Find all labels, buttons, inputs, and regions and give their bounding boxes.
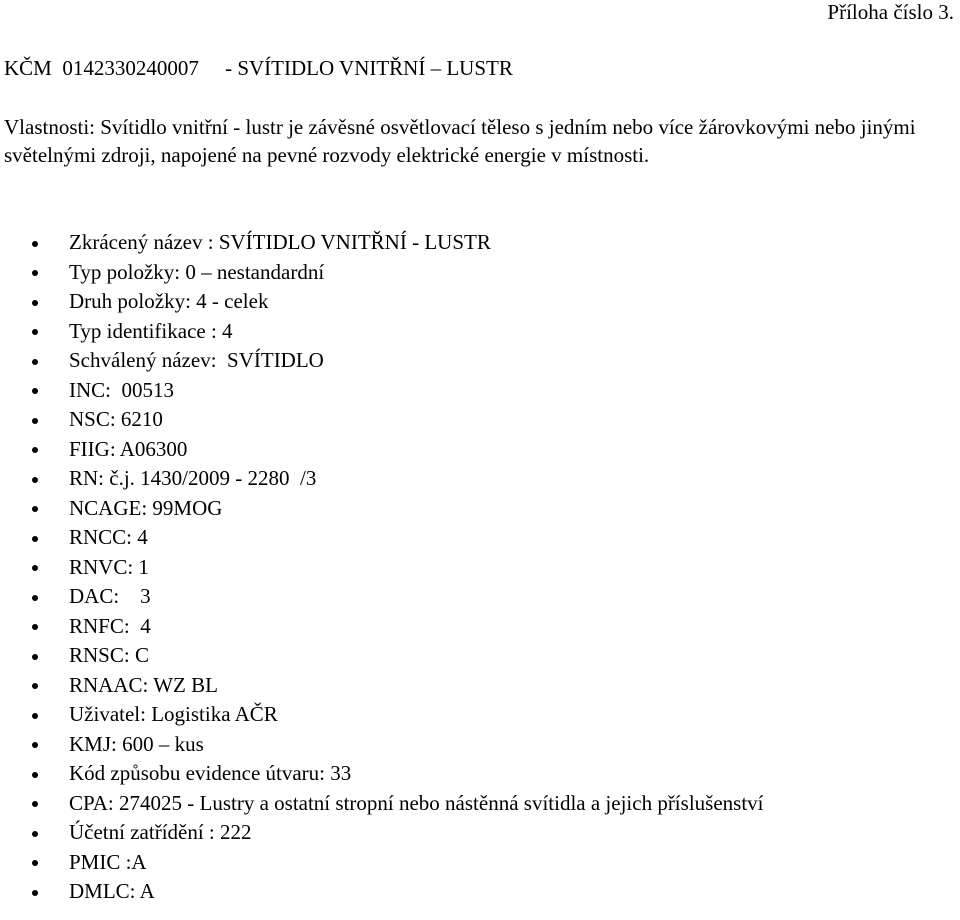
bullet-icon	[32, 860, 38, 866]
attribute-item	[0, 553, 764, 583]
document-title: KČM 0142330240007 - SVÍTIDLO VNITŘNÍ – LUSTR	[4, 56, 513, 80]
bullet-icon	[32, 742, 38, 748]
attribute-item	[0, 612, 764, 642]
attribute-item	[0, 464, 764, 494]
attribute-text: Uživatel: Logistika AČR	[69, 702, 278, 726]
bullet-icon	[32, 772, 38, 778]
attribute-text: NCAGE: 99MOG	[69, 495, 223, 520]
bullet-icon	[32, 418, 38, 424]
bullet-icon	[32, 270, 38, 276]
attribute-text: RNAAC: WZ BL	[69, 672, 218, 697]
attribute-text: RNVC: 1	[69, 554, 149, 579]
attribute-item	[0, 258, 764, 288]
attribute-text: Typ položky: 0 – nestandardní	[69, 259, 325, 284]
bullet-icon	[32, 447, 38, 453]
attribute-text: DMLC: A	[69, 879, 155, 903]
attribute-text: CPA: 274025 - Lustry a ostatní stropní nebo nástěnná svítidla a jejich příslušenství	[69, 790, 764, 815]
item-description: Vlastnosti: Svítidlo vnitřní - lustr je závěsné osvětlovací těleso s jedním nebo více žárovkovými nebo jinými světelnými zdroji, napojené na pevné rozvody elektrické energie v místnosti.	[4, 115, 916, 167]
attribute-text: Účetní zatřídění : 222	[69, 820, 252, 844]
attribute-text: FIIG: A06300	[69, 436, 188, 461]
attribute-text: NSC: 6210	[69, 407, 163, 431]
attribute-item	[0, 228, 764, 258]
bullet-icon	[32, 801, 38, 807]
attribute-item	[0, 317, 764, 347]
annex-label: Příloha číslo 3.	[827, 0, 954, 24]
attribute-item	[0, 523, 764, 553]
attribute-text: RNFC: 4	[69, 613, 151, 638]
attribute-text: Schválený název: SVÍTIDLO	[69, 348, 324, 372]
attribute-item	[0, 641, 764, 671]
attribute-item	[0, 818, 764, 848]
attribute-text: INC: 00513	[69, 377, 174, 402]
attribute-text: RNCC: 4	[69, 525, 148, 549]
attribute-item	[0, 759, 764, 789]
attribute-text: Zkrácený název : SVÍTIDLO VNITŘNÍ - LUSTR	[69, 230, 491, 254]
attribute-text: Kód způsobu evidence útvaru: 33	[69, 761, 352, 785]
bullet-icon	[32, 595, 38, 601]
bullet-icon	[32, 624, 38, 630]
bullet-icon	[32, 329, 38, 335]
bullet-icon	[32, 536, 38, 542]
bullet-icon	[32, 241, 38, 247]
bullet-icon	[32, 565, 38, 571]
bullet-icon	[32, 359, 38, 365]
attribute-item	[0, 405, 764, 435]
attribute-text: Typ identifikace : 4	[69, 318, 233, 343]
bullet-icon	[32, 683, 38, 689]
attribute-text: PMIC :A	[69, 849, 147, 874]
bullet-icon	[32, 713, 38, 719]
attribute-item	[0, 494, 764, 524]
bullet-icon	[32, 831, 38, 837]
bullet-icon	[32, 654, 38, 660]
attribute-item	[0, 376, 764, 406]
attribute-text: KMJ: 600 – kus	[69, 731, 204, 756]
bullet-icon	[32, 506, 38, 512]
attribute-item	[0, 582, 764, 612]
attribute-item	[0, 730, 764, 760]
attribute-text: RNSC: C	[69, 643, 149, 667]
attribute-item	[0, 848, 764, 878]
attribute-item	[0, 346, 764, 376]
bullet-icon	[32, 388, 38, 394]
attribute-list	[0, 228, 764, 907]
attribute-item	[0, 877, 764, 907]
attribute-item	[0, 789, 764, 819]
attribute-text: RN: č.j. 1430/2009 - 2280 /3	[69, 466, 317, 490]
attribute-item	[0, 287, 764, 317]
bullet-icon	[32, 300, 38, 306]
attribute-text: DAC: 3	[69, 584, 151, 608]
attribute-item	[0, 671, 764, 701]
bullet-icon	[32, 477, 38, 483]
bullet-icon	[32, 890, 38, 896]
attribute-text: Druh položky: 4 - celek	[69, 289, 269, 313]
attribute-item	[0, 700, 764, 730]
attribute-item	[0, 435, 764, 465]
